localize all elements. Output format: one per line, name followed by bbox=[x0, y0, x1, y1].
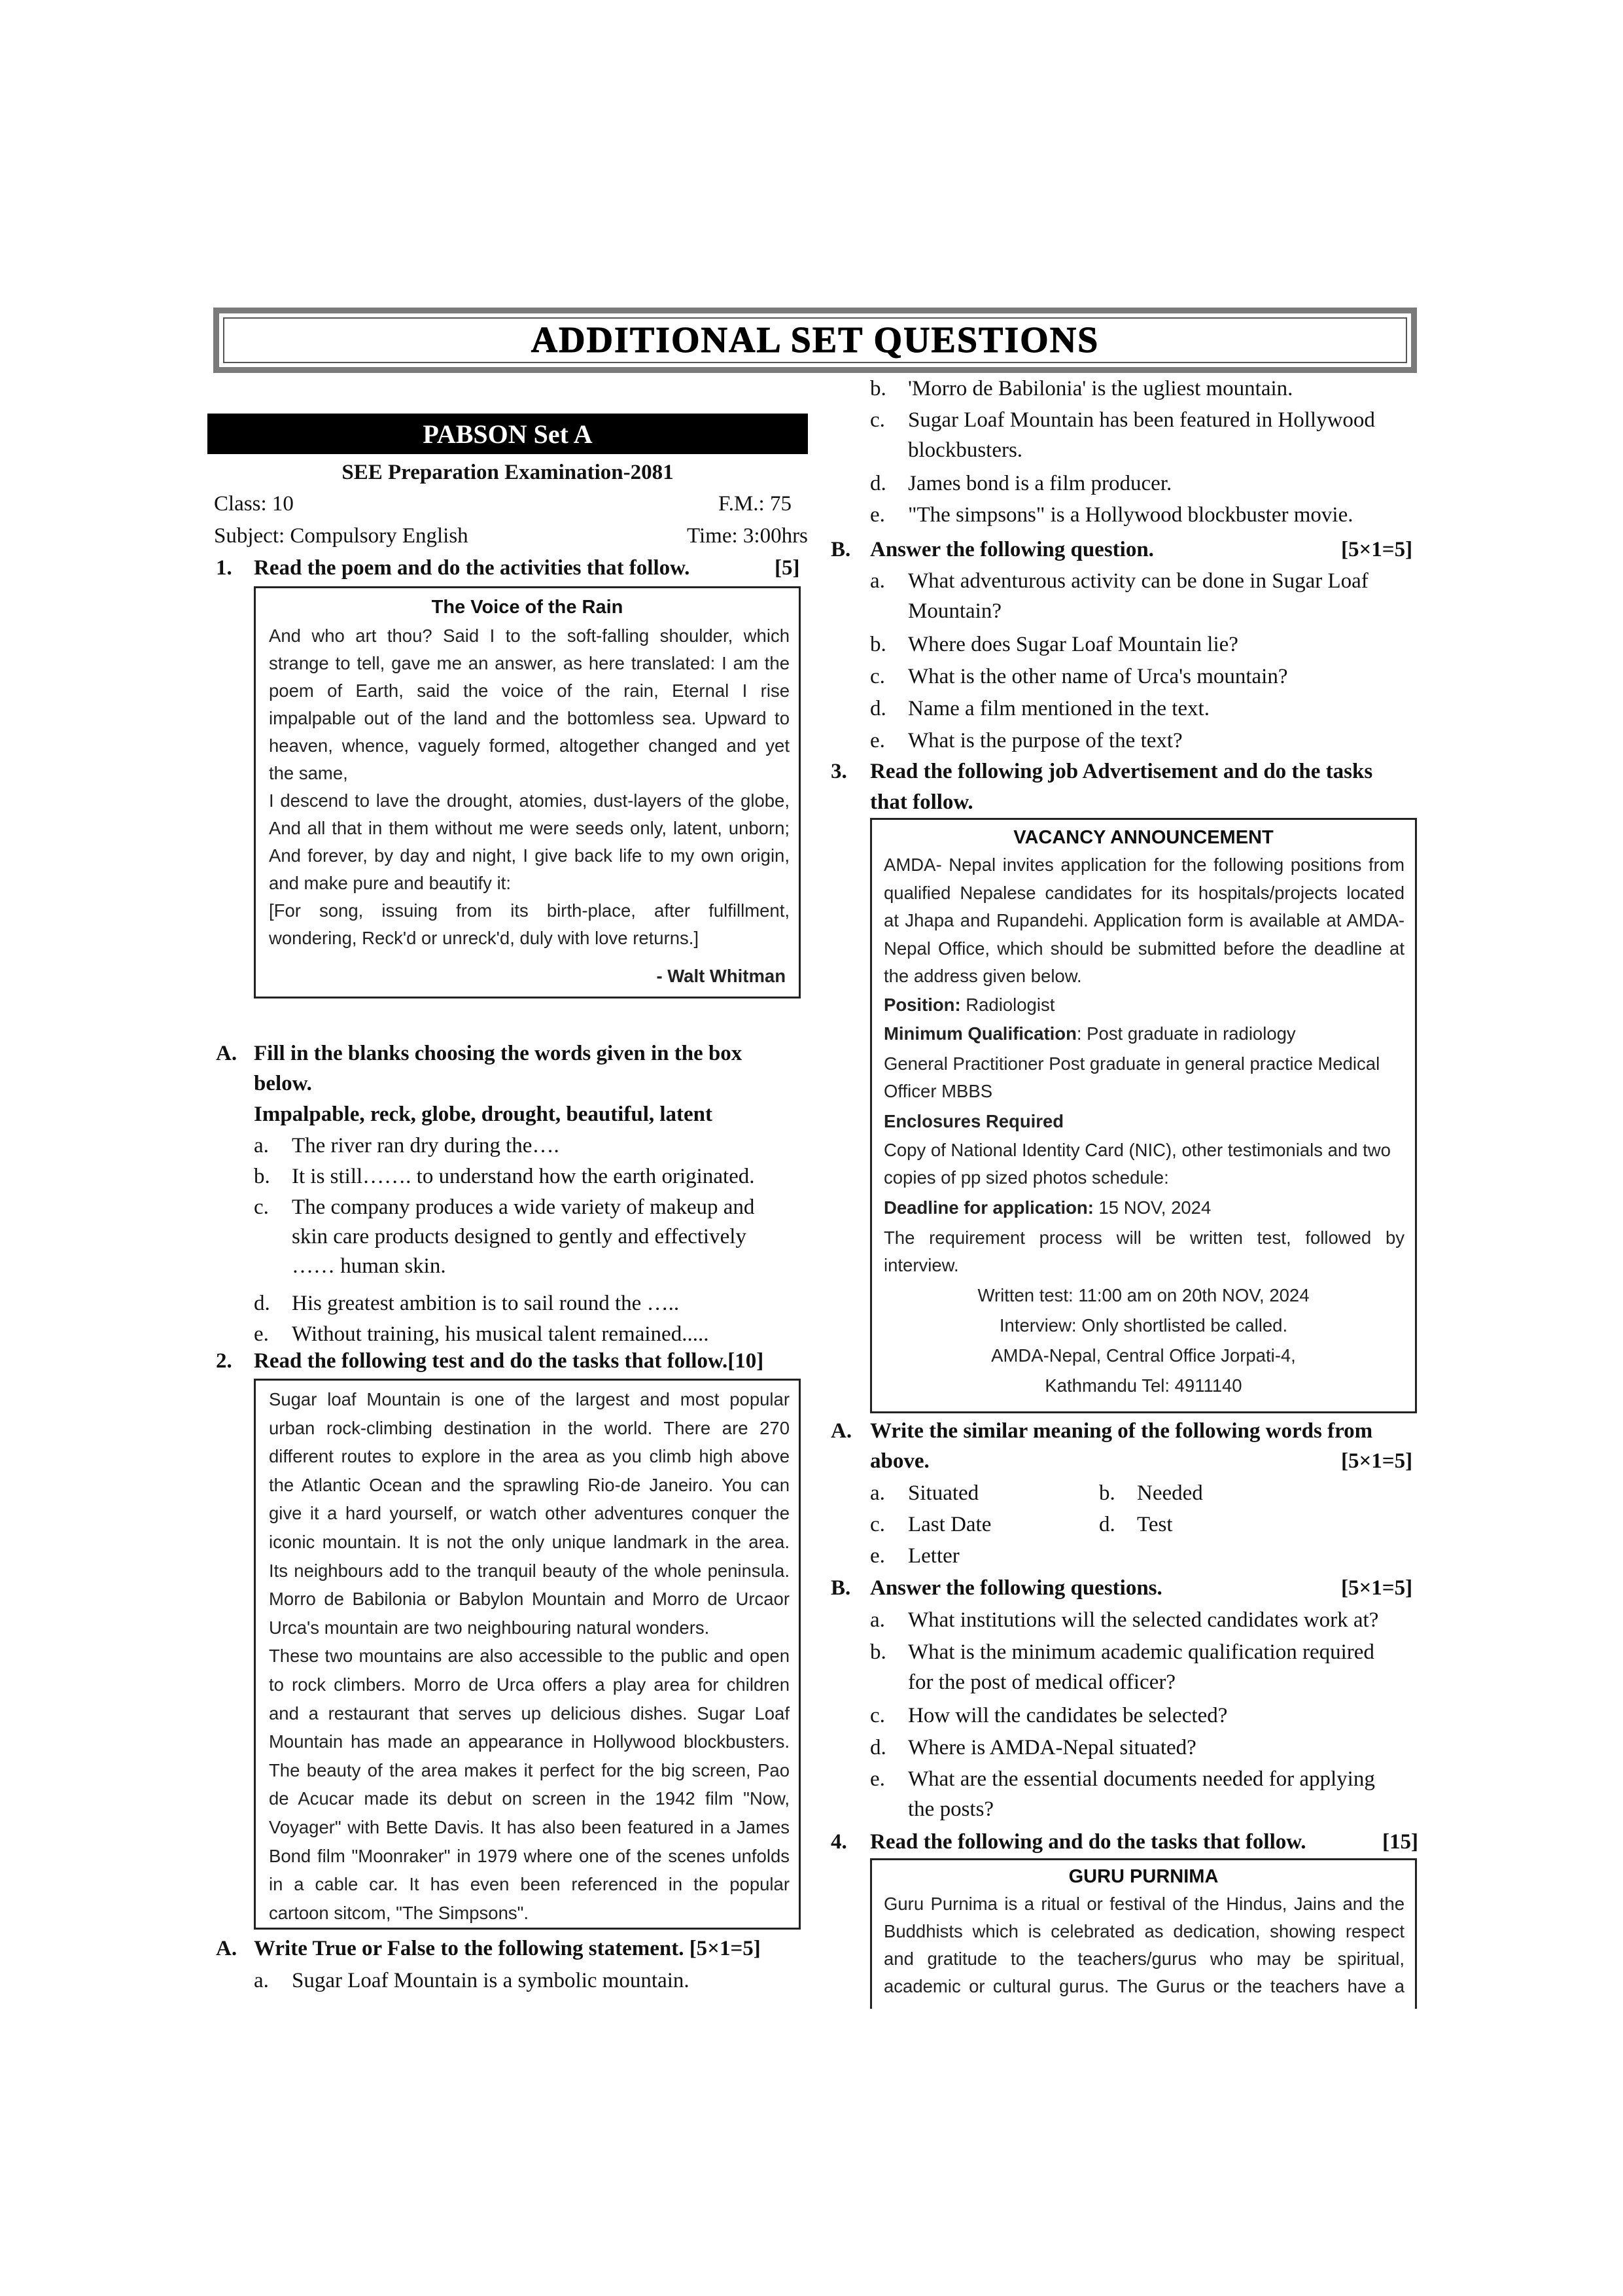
vacancy-intro-line: AMDA- Nepal invites application for the following positions from bbox=[884, 855, 1405, 875]
fill-item-text: The river ran dry during the…. bbox=[292, 1134, 559, 1157]
fill-item-text: It is still……. to understand how the earth originated. bbox=[292, 1165, 755, 1188]
guru-line: Guru Purnima is a ritual or festival of the Hindus, Jains and the bbox=[884, 1894, 1405, 1914]
q2a-a-text: Sugar Loaf Mountain is a symbolic mountain. bbox=[292, 1969, 689, 1992]
min-qualification-label: Minimum Qualification bbox=[884, 1023, 1077, 1044]
q3b-item-letter: c. bbox=[870, 1704, 885, 1727]
word-d: Test bbox=[1137, 1513, 1173, 1536]
exam-title: SEE Preparation Examination-2081 bbox=[341, 461, 674, 484]
enclosures-line-2: copies of pp sized photos schedule: bbox=[884, 1167, 1169, 1188]
q3a-instruction-2: above. bbox=[870, 1449, 930, 1473]
poem-author: - Walt Whitman bbox=[656, 966, 786, 986]
min-qualification-row bbox=[884, 1020, 1296, 1048]
fill-item-letter: b. bbox=[254, 1165, 270, 1188]
poem-line: strange to tell, gave me an answer, as here translated: I am the bbox=[269, 653, 790, 673]
tf-item-letter: e. bbox=[870, 503, 885, 527]
banner-inner-frame bbox=[223, 317, 1407, 363]
q3b-marks: [5×1=5] bbox=[1341, 1576, 1413, 1600]
guru-purnima-box bbox=[870, 1858, 1417, 2009]
poem-line: heaven, whence, vaguely formed, altogether changed and yet bbox=[269, 735, 790, 756]
vacancy-intro-line: Nepal Office, which should be submitted before the deadline at bbox=[884, 938, 1405, 959]
tf-item-letter: d. bbox=[870, 472, 886, 495]
vacancy-title: VACANCY ANNOUNCEMENT bbox=[1013, 827, 1274, 848]
q3b-item-text: How will the candidates be selected? bbox=[908, 1704, 1228, 1727]
q2-instruction: Read the following test and do the tasks that follow.[10] bbox=[254, 1349, 764, 1373]
position-label: Position: bbox=[884, 995, 961, 1015]
poem-line: impalpable out of the land and the bottomless sea. Upward to bbox=[269, 708, 790, 728]
word-e: Letter bbox=[908, 1544, 960, 1568]
enclosures-label: Enclosures Required bbox=[884, 1111, 1064, 1131]
passage-line: The beauty of the area makes it perfect for the big screen, Pao bbox=[269, 1759, 790, 1780]
word-c: Last Date bbox=[908, 1513, 992, 1536]
position-value: Radiologist bbox=[960, 995, 1055, 1015]
fill-item-text-cont: …… human skin. bbox=[292, 1254, 446, 1278]
poem-line: wondering, Reck'd or unreck'd, duly with love returns.] bbox=[269, 928, 699, 948]
passage-line: cartoon sitcom, "The Simpsons". bbox=[269, 1902, 529, 1923]
gp-line-2: Officer MBBS bbox=[884, 1081, 993, 1101]
q2b-item-letter: b. bbox=[870, 633, 886, 656]
passage-line: different routes to explore in the area as you climb high above bbox=[269, 1446, 790, 1467]
passage-line: urban rock-climbing destination in the world. There are 270 bbox=[269, 1417, 790, 1438]
deadline-value: 15 NOV, 2024 bbox=[1093, 1197, 1212, 1218]
poem-box bbox=[254, 586, 801, 998]
passage-line: de Acucar made its debut on screen in the 1942 film "Now, bbox=[269, 1788, 790, 1809]
min-qualification-value: : Post graduate in radiology bbox=[1076, 1023, 1296, 1044]
position-row bbox=[884, 991, 1055, 1019]
passage-line: Voyager" with Bette Davis. It has also been featured in a James bbox=[269, 1817, 790, 1837]
passage-line: Its neighbours add to the tranquil beauty of the whole peninsula. bbox=[269, 1560, 790, 1581]
q2b-item-text: Where does Sugar Loaf Mountain lie? bbox=[908, 633, 1238, 656]
q2a-instruction: Write True or False to the following statement. [5×1=5] bbox=[254, 1937, 761, 1960]
set-heading bbox=[207, 414, 808, 454]
passage-line: Morro de Babilonia or Babylon Mountain and Morro de Urcaor bbox=[269, 1589, 790, 1610]
written-test-line: Written test: 11:00 am on 20th NOV, 2024 bbox=[977, 1285, 1310, 1305]
q1-instruction: Read the poem and do the activities that follow. bbox=[254, 556, 690, 580]
passage-box bbox=[254, 1379, 801, 1930]
vacancy-intro-line: the address given below. bbox=[884, 966, 1082, 986]
vacancy-intro-line: at Jhapa and Rupandehi. Application form is available at AMDA- bbox=[884, 910, 1405, 930]
q2a-label: A. bbox=[216, 1937, 237, 1960]
q3b-item-text-cont: the posts? bbox=[908, 1797, 994, 1821]
fill-item-text: Without training, his musical talent remained..... bbox=[292, 1322, 709, 1346]
subject-label: Subject: Compulsory English bbox=[214, 524, 468, 548]
fill-item-letter: d. bbox=[254, 1292, 270, 1315]
q1a-instruction-2: below. bbox=[254, 1072, 312, 1095]
fill-item-letter: c. bbox=[254, 1195, 269, 1219]
passage-line: give it a hard yourself, or watch other adventures conquer the bbox=[269, 1503, 790, 1524]
time-label: Time: 3:00hrs bbox=[687, 524, 808, 548]
guru-line: Buddhists which is celebrated as dedication, showing respect bbox=[884, 1921, 1405, 1941]
deadline-row bbox=[884, 1194, 1211, 1222]
q3a-marks: [5×1=5] bbox=[1341, 1449, 1413, 1473]
q3b-item-text: What are the essential documents needed for applying bbox=[908, 1767, 1375, 1791]
fill-item-letter: a. bbox=[254, 1134, 269, 1157]
passage-line: Mountain has made an appearance in Hollywood blockbusters. bbox=[269, 1731, 790, 1752]
q2b-marks: [5×1=5] bbox=[1341, 538, 1413, 561]
q3b-item-text: Where is AMDA-Nepal situated? bbox=[908, 1736, 1196, 1759]
word-a: Situated bbox=[908, 1481, 979, 1505]
fill-item-text-cont: skin care products designed to gently and effectively bbox=[292, 1225, 746, 1248]
poem-line: the same, bbox=[269, 763, 348, 783]
process-line-2: interview. bbox=[884, 1255, 959, 1275]
deadline-label: Deadline for application: bbox=[884, 1197, 1094, 1218]
word-box-list: Impalpable, reck, globe, drought, beautiful, latent bbox=[254, 1103, 713, 1126]
q3b-item-text: What institutions will the selected candidates work at? bbox=[908, 1608, 1379, 1632]
passage-line: Bond film "Moonraker" in 1979 where one of the scenes unfolds bbox=[269, 1845, 790, 1866]
q1a-label: A. bbox=[216, 1042, 237, 1065]
passage-line: These two mountains are also accessible to the public and open bbox=[269, 1646, 790, 1667]
q1-number: 1. bbox=[216, 556, 232, 580]
q1a-instruction-1: Fill in the blanks choosing the words given in the box bbox=[254, 1042, 742, 1065]
q2b-item-text-cont: Mountain? bbox=[908, 599, 1002, 623]
q2b-label: B. bbox=[831, 538, 851, 561]
q2b-item-text: What adventurous activity can be done in Sugar Loaf bbox=[908, 569, 1369, 593]
q2b-item-text: Name a film mentioned in the text. bbox=[908, 697, 1210, 720]
page-title: ADDITIONAL SET QUESTIONS bbox=[531, 320, 1100, 361]
q2b-item-text: What is the other name of Urca's mountain? bbox=[908, 665, 1288, 688]
passage-line: Sugar loaf Mountain is one of the largest and most popular bbox=[269, 1389, 790, 1409]
vacancy-box bbox=[870, 818, 1417, 1413]
poem-title: The Voice of the Rain bbox=[431, 597, 623, 618]
q2b-item-text: What is the purpose of the text? bbox=[908, 729, 1183, 752]
interview-line: Interview: Only shortlisted be called. bbox=[999, 1315, 1288, 1335]
q4-number: 4. bbox=[831, 1830, 847, 1854]
poem-line: [For song, issuing from its birth-place, after fulfillment, bbox=[269, 900, 790, 921]
q3b-item-letter: a. bbox=[870, 1608, 885, 1632]
enclosures-line-1: Copy of National Identity Card (NIC), other testimonials and two bbox=[884, 1140, 1391, 1160]
q3-instruction-2: that follow. bbox=[870, 790, 973, 814]
tf-item-text: "The simpsons" is a Hollywood blockbuster movie. bbox=[908, 503, 1353, 527]
guru-line: academic or cultural gurus. The Gurus or the teachers have a bbox=[884, 1976, 1405, 1996]
set-title: PABSON Set A bbox=[423, 419, 593, 449]
word-b: Needed bbox=[1137, 1481, 1203, 1505]
word-b-letter: b. bbox=[1099, 1481, 1115, 1505]
word-d-letter: d. bbox=[1099, 1513, 1115, 1536]
q3b-item-letter: e. bbox=[870, 1767, 885, 1791]
q3b-instruction: Answer the following questions. bbox=[870, 1576, 1162, 1600]
passage-line: to rock climbers. Morro de Urca offers a play area for children bbox=[269, 1674, 790, 1695]
tf-item-text-cont: blockbusters. bbox=[908, 438, 1023, 462]
gp-line-1: General Practitioner Post graduate in general practice Medical bbox=[884, 1053, 1380, 1074]
guru-title: GURU PURNIMA bbox=[1068, 1866, 1219, 1887]
poem-line: I descend to lave the drought, atomies, dust-layers of the globe, bbox=[269, 790, 790, 811]
q2b-item-letter: a. bbox=[870, 569, 885, 593]
q2b-item-letter: c. bbox=[870, 665, 885, 688]
q2b-item-letter: e. bbox=[870, 729, 885, 752]
telephone-line: Kathmandu Tel: 4911140 bbox=[1045, 1375, 1242, 1396]
q1-marks: [5] bbox=[775, 556, 800, 580]
word-c-letter: c. bbox=[870, 1513, 885, 1536]
q2b-item-letter: d. bbox=[870, 697, 886, 720]
q4-instruction: Read the following and do the tasks that follow. bbox=[870, 1830, 1306, 1854]
q2-number: 2. bbox=[216, 1349, 232, 1373]
q3-instruction-1: Read the following job Advertisement and do the tasks bbox=[870, 760, 1373, 783]
office-address-line: AMDA-Nepal, Central Office Jorpati-4, bbox=[991, 1345, 1296, 1366]
q3-number: 3. bbox=[831, 760, 847, 783]
tf-item-text: James bond is a film producer. bbox=[908, 472, 1172, 495]
q2b-instruction: Answer the following question. bbox=[870, 538, 1154, 561]
tf-item-text: Sugar Loaf Mountain has been featured in Hollywood bbox=[908, 408, 1375, 432]
poem-line: and make pure and beautify it: bbox=[269, 873, 511, 893]
poem-line: And who art thou? Said I to the soft-falling shoulder, which bbox=[269, 626, 790, 646]
q4-marks: [15] bbox=[1382, 1830, 1418, 1854]
poem-line: And all that in them without me were seeds only, latent, unborn; bbox=[269, 818, 790, 838]
q3b-item-text: What is the minimum academic qualification required bbox=[908, 1640, 1374, 1664]
vacancy-intro-line: qualified Nepalese candidates for its hospitals/projects located bbox=[884, 882, 1405, 903]
fill-item-text: The company produces a wide variety of makeup and bbox=[292, 1195, 755, 1219]
q3b-item-letter: b. bbox=[870, 1640, 886, 1664]
tf-item-letter: c. bbox=[870, 408, 885, 432]
q3b-label: B. bbox=[831, 1576, 851, 1600]
q3b-item-text-cont: for the post of medical officer? bbox=[908, 1670, 1176, 1694]
passage-line: in a cable car. It has even been referenced in the popular bbox=[269, 1874, 790, 1895]
word-e-letter: e. bbox=[870, 1544, 885, 1568]
q3a-instruction-1: Write the similar meaning of the following words from bbox=[870, 1419, 1373, 1443]
tf-item-text: 'Morro de Babilonia' is the ugliest mountain. bbox=[908, 377, 1293, 400]
passage-line: and a restaurant that serves up delicious dishes. Sugar Loaf bbox=[269, 1703, 790, 1723]
poem-line: poem of Earth, said the voice of the rain, Eternal I rise bbox=[269, 680, 790, 701]
fill-item-letter: e. bbox=[254, 1322, 269, 1346]
passage-line: Urca's mountain are two neighbouring natural wonders. bbox=[269, 1617, 710, 1638]
q2a-a-letter: a. bbox=[254, 1969, 269, 1992]
class-label: Class: 10 bbox=[214, 492, 294, 516]
header-banner bbox=[213, 308, 1417, 373]
q3b-item-letter: d. bbox=[870, 1736, 886, 1759]
passage-line: iconic mountain. It is not the only unique landmark in the area. bbox=[269, 1532, 790, 1552]
q3a-label: A. bbox=[831, 1419, 852, 1443]
word-a-letter: a. bbox=[870, 1481, 885, 1505]
fill-item-text: His greatest ambition is to sail round the ….. bbox=[292, 1292, 680, 1315]
passage-line: the Atlantic Ocean and the sprawling Rio-de Janeiro. You can bbox=[269, 1474, 790, 1495]
poem-line: And forever, by day and night, I give back life to my own origin, bbox=[269, 845, 790, 866]
guru-line: and gratitude to the teachers/gurus who may be spiritual, bbox=[884, 1949, 1405, 1969]
full-marks-label: F.M.: 75 bbox=[718, 492, 792, 516]
tf-item-letter: b. bbox=[870, 377, 886, 400]
process-line-1: The requirement process will be written test, followed by bbox=[884, 1227, 1405, 1248]
